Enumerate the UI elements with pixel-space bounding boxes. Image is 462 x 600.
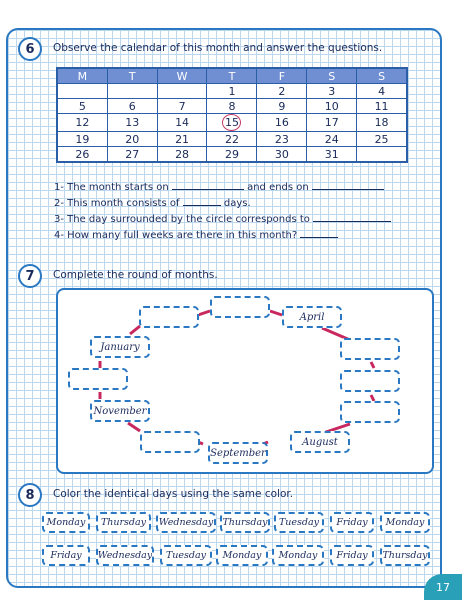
calendar-week-row: [57, 147, 407, 163]
day-box[interactable]: Monday: [216, 545, 268, 566]
calendar-cell: 4: [357, 84, 407, 99]
months-round-frame: [56, 288, 434, 474]
calendar-week-row: [57, 84, 407, 99]
calendar-cell: 8: [207, 99, 257, 114]
calendar-cell: 6: [107, 99, 157, 114]
calendar-cell: 24: [307, 132, 357, 147]
question-2: [54, 197, 251, 209]
calendar-cell: 1: [207, 84, 257, 99]
day-box[interactable]: Thursday: [380, 545, 430, 566]
question-4-text: 4- How many full weeks are there in this month?: [54, 230, 298, 241]
day-box[interactable]: Monday: [272, 545, 324, 566]
calendar-cell: 7: [157, 99, 207, 114]
day-box[interactable]: Friday: [330, 545, 374, 566]
calendar-cell: 2: [257, 84, 307, 99]
exercise-7-instruction: Complete the round of months.: [53, 269, 218, 281]
month-box[interactable]: [210, 296, 270, 318]
calendar-cell: 20: [107, 132, 157, 147]
day-box[interactable]: Friday: [42, 545, 90, 566]
answer-blank[interactable]: [300, 229, 338, 238]
answer-blank[interactable]: [183, 197, 221, 206]
day-box[interactable]: Wednesday: [96, 545, 154, 566]
calendar-cell-circled: [207, 114, 257, 132]
month-box[interactable]: [340, 401, 400, 423]
calendar-cell: [157, 84, 207, 99]
answer-blank[interactable]: [172, 181, 244, 190]
question-1-text-a: 1- The month starts on: [54, 182, 169, 193]
calendar-cell: [357, 147, 407, 163]
calendar-cell: 26: [57, 147, 107, 163]
calendar-header-row: [57, 68, 407, 84]
day-box[interactable]: Monday: [380, 512, 430, 533]
calendar-cell: 19: [57, 132, 107, 147]
calendar-cell: 13: [107, 114, 157, 132]
weekday-header: W: [157, 68, 207, 84]
calendar-cell: 11: [357, 99, 407, 114]
page-number: 17: [424, 574, 462, 600]
day-box[interactable]: Thursday: [220, 512, 270, 533]
exercise-6-instruction: Observe the calendar of this month and answer the questions.: [53, 42, 383, 54]
day-box[interactable]: Wednesday: [156, 512, 216, 533]
calendar-cell: 12: [57, 114, 107, 132]
calendar-week-row: [57, 132, 407, 147]
calendar-table: [56, 67, 408, 163]
calendar-cell: 23: [257, 132, 307, 147]
month-box[interactable]: [340, 338, 400, 360]
question-1: [54, 181, 384, 193]
question-3-text: 3- The day surrounded by the circle corresponds to: [54, 214, 310, 225]
calendar-cell: 22: [207, 132, 257, 147]
weekday-header: T: [207, 68, 257, 84]
question-2-text-b: days.: [223, 198, 251, 209]
calendar-cell: 29: [207, 147, 257, 163]
exercise-7-number: 7: [18, 264, 42, 288]
month-box[interactable]: [139, 306, 199, 328]
calendar-cell: 25: [357, 132, 407, 147]
month-box[interactable]: [340, 370, 400, 392]
calendar-week-row: [57, 99, 407, 114]
question-3: [54, 213, 391, 225]
month-box-august[interactable]: August: [290, 431, 350, 453]
calendar-cell: 17: [307, 114, 357, 132]
calendar-week-row: [57, 114, 407, 132]
month-box[interactable]: [140, 431, 200, 453]
month-box-january[interactable]: January: [90, 336, 150, 358]
connector-line: [130, 326, 140, 334]
connector-line: [128, 423, 140, 431]
calendar-cell: [57, 84, 107, 99]
calendar-cell: 10: [307, 99, 357, 114]
connector-line: [198, 311, 210, 315]
weekday-header: F: [257, 68, 307, 84]
weekday-header: M: [57, 68, 107, 84]
month-box-april[interactable]: April: [282, 306, 342, 328]
calendar-cell: 5: [57, 99, 107, 114]
connector-line: [270, 311, 282, 315]
connector-line: [371, 362, 374, 368]
weekday-header: S: [357, 68, 407, 84]
weekday-header: T: [107, 68, 157, 84]
answer-blank[interactable]: [313, 213, 391, 222]
calendar-cell: 18: [357, 114, 407, 132]
day-box[interactable]: Tuesday: [160, 545, 212, 566]
question-1-text-b: and ends on: [247, 182, 309, 193]
calendar-cell: 28: [157, 147, 207, 163]
exercise-8-instruction: Color the identical days using the same color.: [53, 488, 294, 500]
calendar-cell: 9: [257, 99, 307, 114]
answer-blank[interactable]: [312, 181, 384, 190]
circled-day: 15: [222, 114, 241, 131]
calendar-cell: 30: [257, 147, 307, 163]
calendar-cell: [107, 84, 157, 99]
question-4: [54, 229, 338, 241]
exercise-8-number: 8: [18, 483, 42, 507]
month-box[interactable]: [68, 368, 128, 390]
calendar-cell: 21: [157, 132, 207, 147]
calendar-cell: 14: [157, 114, 207, 132]
exercise-6-number: 6: [18, 37, 42, 61]
day-box[interactable]: Friday: [330, 512, 374, 533]
calendar-cell: 3: [307, 84, 357, 99]
day-box[interactable]: Tuesday: [274, 512, 324, 533]
month-box-november[interactable]: November: [90, 400, 150, 422]
calendar-cell: 31: [307, 147, 357, 163]
question-2-text-a: 2- This month consists of: [54, 198, 180, 209]
weekday-header: S: [307, 68, 357, 84]
day-box[interactable]: Thursday: [96, 512, 151, 533]
day-box[interactable]: Monday: [42, 512, 90, 533]
calendar-cell: 27: [107, 147, 157, 163]
month-box-september[interactable]: September: [208, 442, 268, 464]
calendar-cell: 16: [257, 114, 307, 132]
